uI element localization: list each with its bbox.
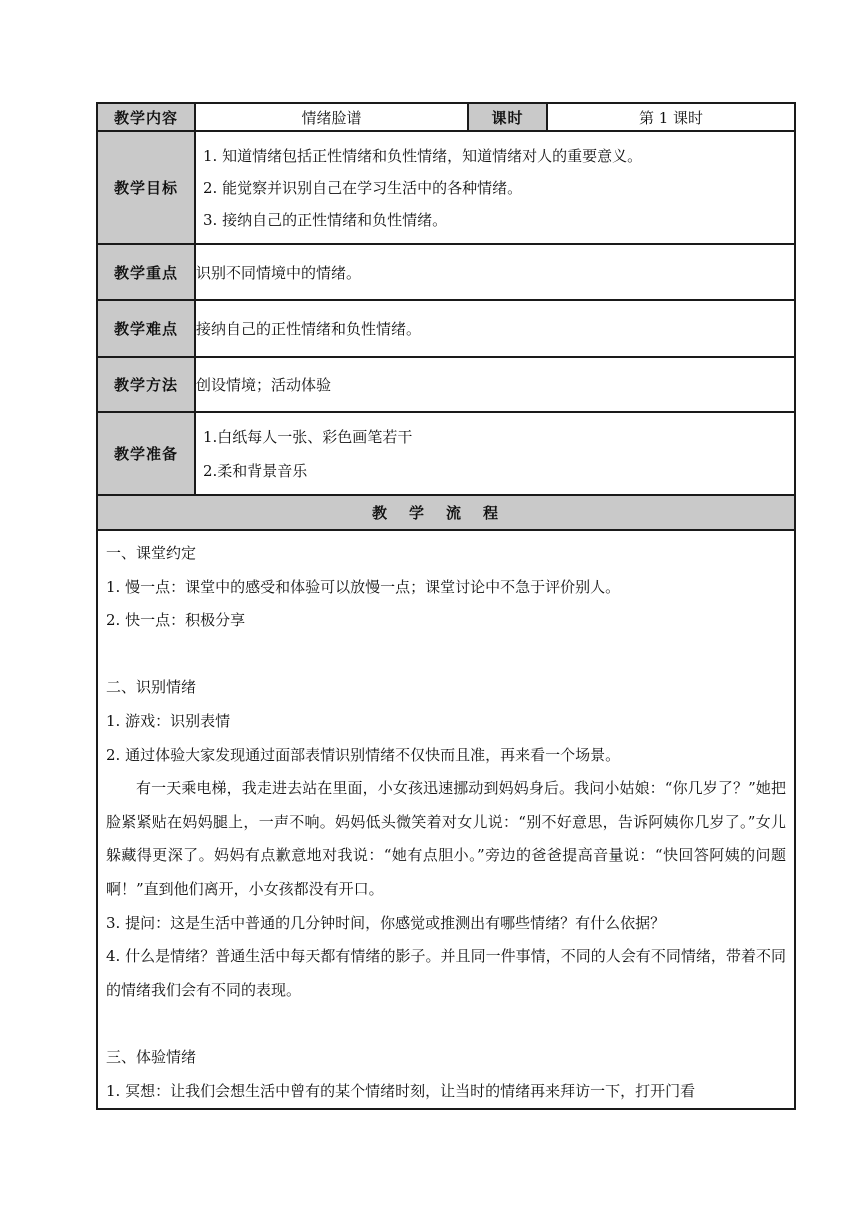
preparation-label: 教学准备 xyxy=(97,412,195,495)
goals-label: 教学目标 xyxy=(97,131,195,244)
goals-row xyxy=(97,131,795,244)
difficulty-label: 教学难点 xyxy=(97,300,195,357)
difficulty-row xyxy=(97,300,795,357)
flow-body xyxy=(97,530,795,1109)
key-point-value: 识别不同情境中的情绪。 xyxy=(195,244,795,300)
preparation-item: 1.白纸每人一张、彩色画笔若干 xyxy=(203,427,413,446)
spacer xyxy=(106,1007,786,1041)
list-item: 1. 慢一点：课堂中的感受和体验可以放慢一点；课堂讨论中不急于评价别人。 xyxy=(106,577,621,596)
list-item: 2. 通过体验大家发现通过面部表情识别情绪不仅快而且准，再来看一个场景。 xyxy=(106,745,621,764)
content-label: 教学内容 xyxy=(97,103,195,131)
section-heading: 三、体验情绪 xyxy=(106,1047,197,1066)
period-label: 课时 xyxy=(468,103,547,131)
key-point-row xyxy=(97,244,795,300)
content-value: 情绪脸谱 xyxy=(195,103,468,131)
preparation-row xyxy=(97,412,795,495)
lesson-plan-table xyxy=(96,102,796,1110)
goal-item: 2. 能觉察并识别自己在学习生活中的各种情绪。 xyxy=(203,178,523,197)
story-paragraph: 有一天乘电梯，我走进去站在里面，小女孩迅速挪动到妈妈身后。我问小姑娘：“你几岁了？”她把脸紧紧贴在妈妈腿上，一声不响。妈妈低头微笑着对女儿说：“别不好意思，告诉阿姨你几岁了。”女儿躲藏得更深了。妈妈有点歉意地对我说：“她有点胆小。”旁边的爸爸提高音量说：“快回答阿姨的问题啊！”直到他们离开，小女孩都没有开口。 xyxy=(106,779,786,898)
preparation-item: 2.柔和背景音乐 xyxy=(203,461,308,480)
method-value: 创设情境；活动体验 xyxy=(195,357,795,412)
method-label: 教学方法 xyxy=(97,357,195,412)
key-point-label: 教学重点 xyxy=(97,244,195,300)
flow-body-row xyxy=(97,530,795,1109)
period-value: 第 1 课时 xyxy=(547,103,795,131)
list-item: 3. 提问：这是生活中普通的几分钟时间，你感觉或推测出有哪些情绪？有什么依据？ xyxy=(106,913,666,932)
list-item: 1. 游戏：识别表情 xyxy=(106,711,231,730)
content-row xyxy=(97,103,795,131)
difficulty-value: 接纳自己的正性情绪和负性情绪。 xyxy=(195,300,795,357)
list-item: 2. 快一点：积极分享 xyxy=(106,611,246,630)
goal-item: 3. 接纳自己的正性情绪和负性情绪。 xyxy=(203,210,448,229)
list-item: 1. 冥想：让我们会想生活中曾有的某个情绪时刻，让当时的情绪再来拜访一下，打开门看 xyxy=(106,1081,696,1100)
list-item: 4. 什么是情绪？普通生活中每天都有情绪的影子。并且同一件事情，不同的人会有不同情绪，带着不同的情绪我们会有不同的表现。 xyxy=(106,947,786,999)
goals-list xyxy=(195,131,795,244)
method-row xyxy=(97,357,795,412)
flow-title-row xyxy=(97,495,795,530)
flow-title: 教学流程 xyxy=(97,495,795,530)
spacer xyxy=(106,638,786,672)
preparation-list xyxy=(195,412,795,495)
section-heading: 一、课堂约定 xyxy=(106,544,197,562)
goal-item: 1. 知道情绪包括正性情绪和负性情绪，知道情绪对人的重要意义。 xyxy=(203,146,643,165)
section-heading: 二、识别情绪 xyxy=(106,678,197,697)
